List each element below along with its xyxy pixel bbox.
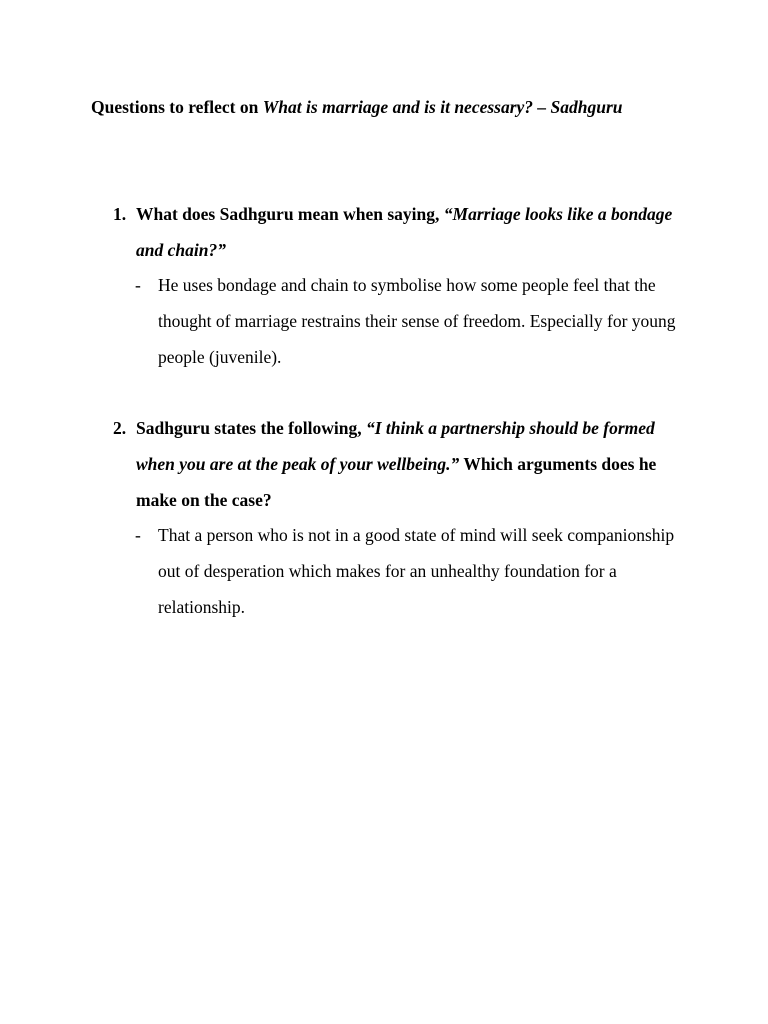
- answer-1: [135, 267, 680, 375]
- question-2-text: [136, 410, 683, 518]
- question-1-number: 1.: [113, 204, 127, 224]
- question-2-after: Which arguments does he make on the case?: [136, 454, 657, 510]
- question-2-number: 2.: [113, 418, 127, 438]
- question-1-quote: “Marriage looks like a bondage and chain?”: [136, 204, 673, 260]
- answer-2: [135, 517, 680, 625]
- answer-2-marker: -: [135, 525, 141, 545]
- question-2-quote: “I think a partnership should be formed when you are at the peak of your wellbeing.”: [136, 418, 655, 474]
- question-1: [113, 196, 683, 268]
- heading-title: What is marriage and is it necessary? – Sadhguru: [262, 97, 623, 117]
- question-1-text: [136, 196, 683, 268]
- answer-1-text: He uses bondage and chain to symbolise how some people feel that the thought of marriage restrains their sense of freedom. Especially for young people (juvenile).: [158, 275, 676, 367]
- document-heading: [91, 89, 691, 125]
- heading-prefix: Questions to reflect on: [91, 97, 263, 117]
- question-2-plain: Sadhguru states the following,: [136, 418, 366, 438]
- question-1-plain: What does Sadhguru mean when saying,: [136, 204, 444, 224]
- question-2: [113, 410, 683, 518]
- answer-2-text: That a person who is not in a good state of mind will seek companionship out of desperation which makes for an unhealthy foundation for a relationship.: [158, 525, 675, 617]
- answer-1-marker: -: [135, 275, 141, 295]
